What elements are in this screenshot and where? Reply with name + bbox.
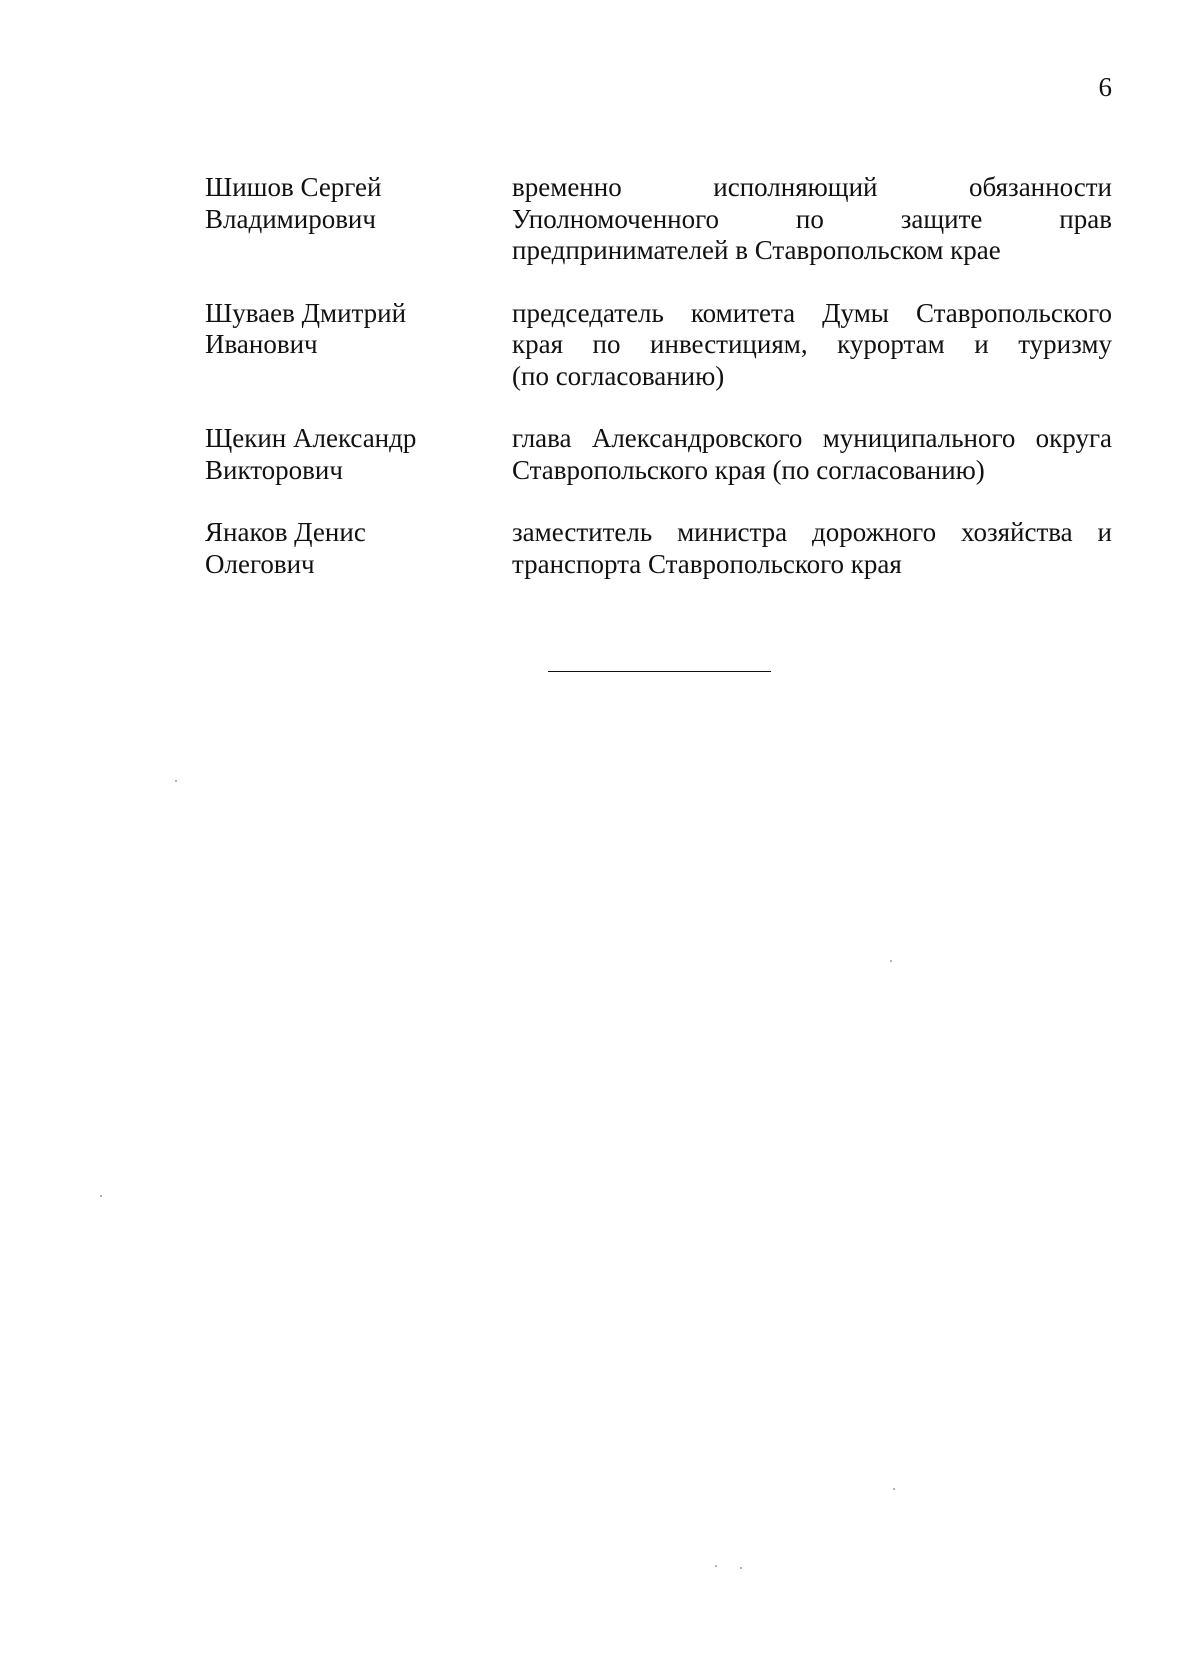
position-line: транспорта Ставропольского края [512,548,902,579]
member-surname-line: Янаков Денис [205,517,366,547]
position-line: (по согласованию) [512,360,725,391]
position-line: председатель комитета Думы Ставропольского [512,297,1112,328]
member-patronymic-line: Владимирович [205,203,376,234]
member-position [512,172,1112,267]
member-patronymic-line: Олегович [205,548,315,579]
member-name [205,298,512,361]
members-list [205,172,1112,611]
position-line: края по инвестициям, курортам и туризму [512,329,1112,359]
member-patronymic-line: Иванович [205,329,318,359]
scan-speck [893,1488,895,1490]
member-position [512,423,1112,486]
member-patronymic-line: Викторович [205,454,343,485]
end-divider-line [548,671,771,672]
list-item [205,172,1112,267]
position-line: глава Александровского муниципального округа [512,423,1112,453]
scan-speck [100,1195,102,1197]
scan-speck [715,1565,717,1567]
list-item [205,298,1112,393]
list-item [205,517,1112,580]
list-item [205,423,1112,486]
member-position [512,298,1112,393]
member-name [205,517,512,580]
member-surname-line: Шуваев Дмитрий [205,297,407,328]
position-line: заместитель министра дорожного хозяйства и [512,517,1112,547]
position-line: предпринимателей в Ставропольском крае [512,235,1001,265]
scan-speck [740,1567,742,1569]
position-line: Ставропольского края (по согласованию) [512,454,985,485]
scan-speck [890,960,892,962]
position-line: временно исполняющий обязанности [512,172,1112,202]
member-surname-line: Щекин Александр [205,423,417,453]
scan-speck [175,780,177,782]
member-name [205,172,512,235]
page-number: 6 [1098,72,1112,102]
position-line: Уполномоченного по защите прав [512,203,1112,234]
member-name [205,423,512,486]
member-surname-line: Шишов Сергей [205,172,382,202]
member-position [512,517,1112,580]
